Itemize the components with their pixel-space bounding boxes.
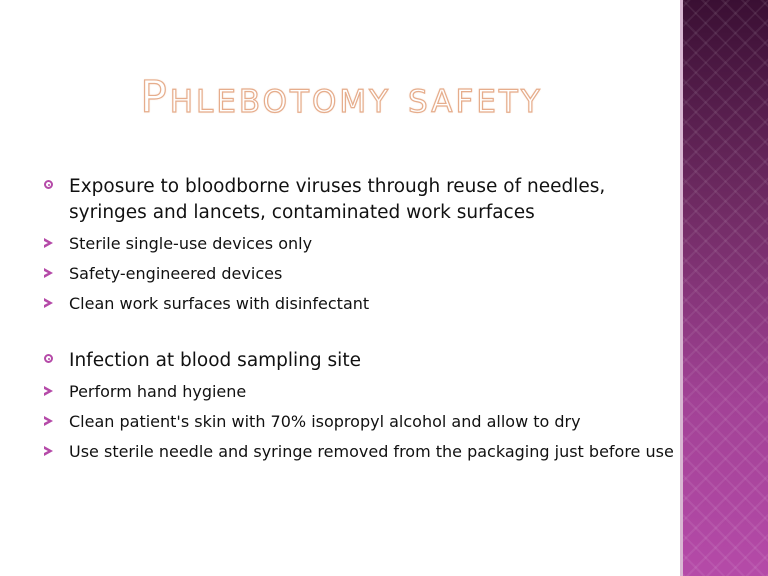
sub-bullet-text: Perform hand hygiene <box>69 382 247 401</box>
sub-bullet-text: Sterile single-use devices only <box>69 234 313 253</box>
sub-bullet-item <box>44 410 674 433</box>
ring-bullet-icon <box>44 180 53 189</box>
bullet-item-infection <box>44 348 674 374</box>
bullet-text: Exposure to bloodborne viruses through reuse of needles, syringes and lancets, contaminated work surfaces <box>69 176 606 223</box>
sub-bullet-item <box>44 440 674 463</box>
decorative-sidebar <box>683 0 768 576</box>
bullet-item-exposure <box>44 174 674 226</box>
bullet-text: Infection at blood sampling site <box>69 350 361 371</box>
arrow-bullet-icon <box>44 238 53 248</box>
arrow-bullet-icon <box>44 268 53 278</box>
ring-bullet-icon <box>44 354 53 363</box>
arrow-bullet-icon <box>44 386 53 396</box>
arrow-bullet-icon <box>44 446 53 456</box>
slide-title: Phlebotomy safety <box>140 72 543 123</box>
section-spacer <box>44 322 674 348</box>
sub-bullet-text: Safety-engineered devices <box>69 264 283 283</box>
sub-bullet-text: Clean patient's skin with 70% isopropyl alcohol and allow to dry <box>69 412 581 431</box>
sub-bullet-item <box>44 232 674 255</box>
arrow-bullet-icon <box>44 416 53 426</box>
sub-bullet-text: Clean work surfaces with disinfectant <box>69 294 370 313</box>
slide-content <box>44 174 674 470</box>
sub-bullet-item <box>44 380 674 403</box>
sub-bullet-item <box>44 262 674 285</box>
arrow-bullet-icon <box>44 298 53 308</box>
sub-bullet-item <box>44 292 674 315</box>
sub-bullet-text: Use sterile needle and syringe removed from the packaging just before use <box>69 442 674 461</box>
